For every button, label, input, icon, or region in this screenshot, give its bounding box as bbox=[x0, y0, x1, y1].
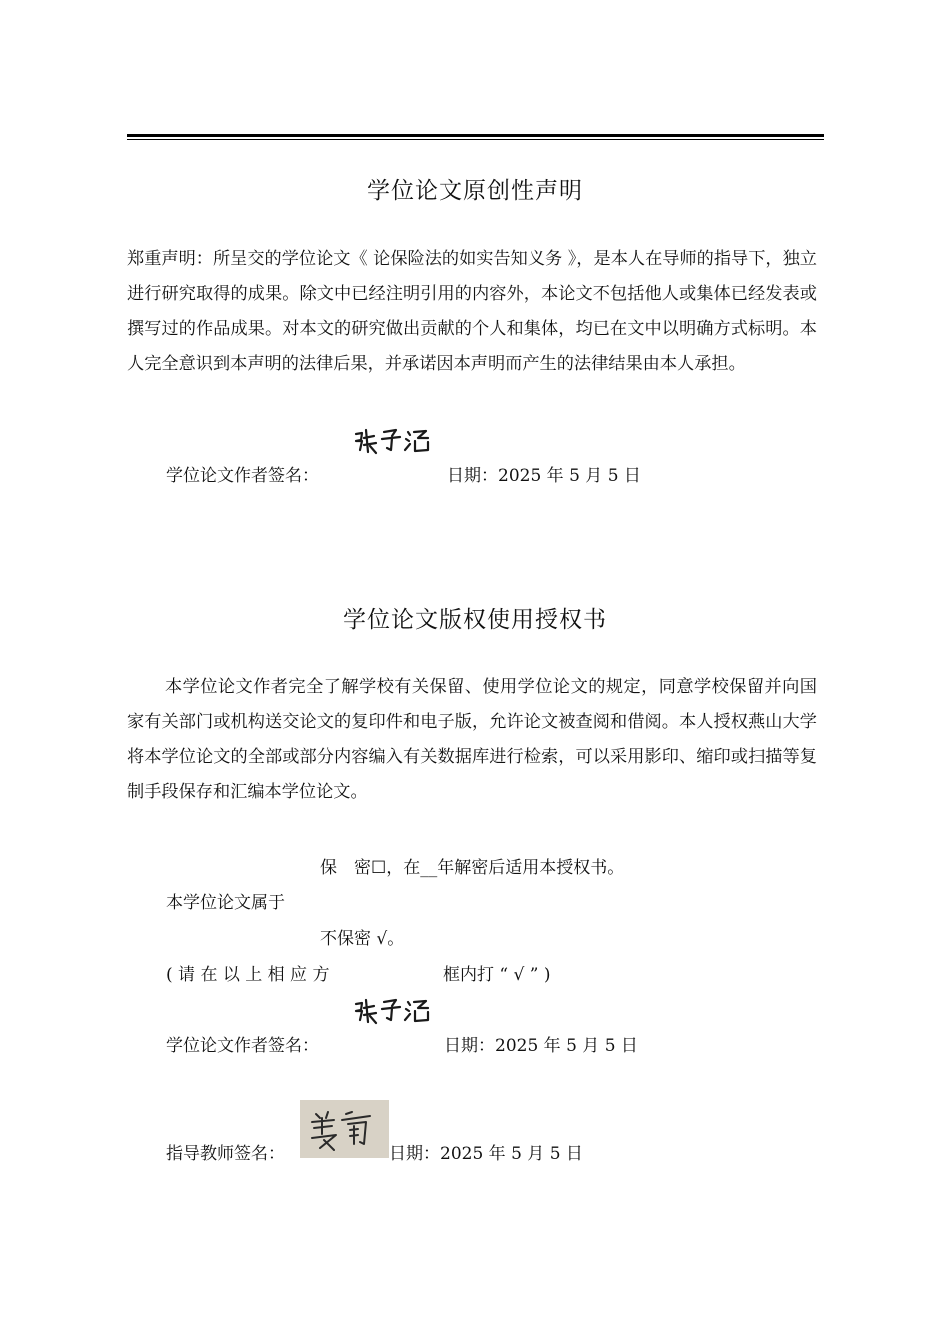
instruction-left: ( 请 在 以 上 相 应 方 bbox=[166, 965, 330, 985]
author-signature-2 bbox=[352, 996, 432, 1026]
advisor-signature-photo bbox=[300, 1100, 389, 1158]
advisor-date: 日期：2025 年 5 月 5 日 bbox=[389, 1144, 583, 1164]
header-rule bbox=[127, 134, 824, 137]
advisor-signature bbox=[300, 1100, 389, 1158]
declaration-date: 日期：2025 年 5 月 5 日 bbox=[447, 466, 641, 486]
authorization-body: 本学位论文作者完全了解学校有关保留、使用学位论文的规定，同意学校保留并向国家有关部门或机构送交论文的复印件和电子版，允许论文被查阅和借阅。本人授权燕山大学将本学位论文的全部或部分内容编入有关数据库进行检索，可以采用影印、缩印或扫描等复制手段保存和汇编本学位论文。 bbox=[127, 677, 817, 802]
belongs-label: 本学位论文属于 bbox=[166, 893, 285, 913]
instruction-right: 框内打 “ √ ” ) bbox=[443, 965, 551, 985]
declaration-title: 学位论文原创性声明 bbox=[367, 178, 583, 204]
secret-option: 保 密☐，在__年解密后适用本授权书。 bbox=[320, 858, 625, 878]
authorization-title: 学位论文版权使用授权书 bbox=[343, 607, 607, 633]
author-signature-1 bbox=[352, 426, 432, 456]
header-rule-thin bbox=[127, 139, 824, 140]
declaration-author-sign-label: 学位论文作者签名： bbox=[166, 466, 319, 486]
declaration-body: 郑重声明：所呈交的学位论文《 论保险法的如实告知义务 》，是本人在导师的指导下，独立进行研究取得的成果。除文中已经注明引用的内容外，本论文不包括他人或集体已经发表或撰写过的作品成果。对本文的研究做出贡献的个人和集体，均已在文中以明确方式标明。本人完全意识到本声明的法律后果，并承诺因本声明而产生的法律结果由本人承担。 bbox=[127, 249, 817, 374]
authorization-author-sign-label: 学位论文作者签名： bbox=[166, 1036, 319, 1056]
authorization-author-date: 日期：2025 年 5 月 5 日 bbox=[444, 1036, 638, 1056]
not-secret-option: 不保密 √。 bbox=[320, 929, 405, 949]
advisor-sign-label: 指导教师签名： bbox=[166, 1144, 285, 1164]
